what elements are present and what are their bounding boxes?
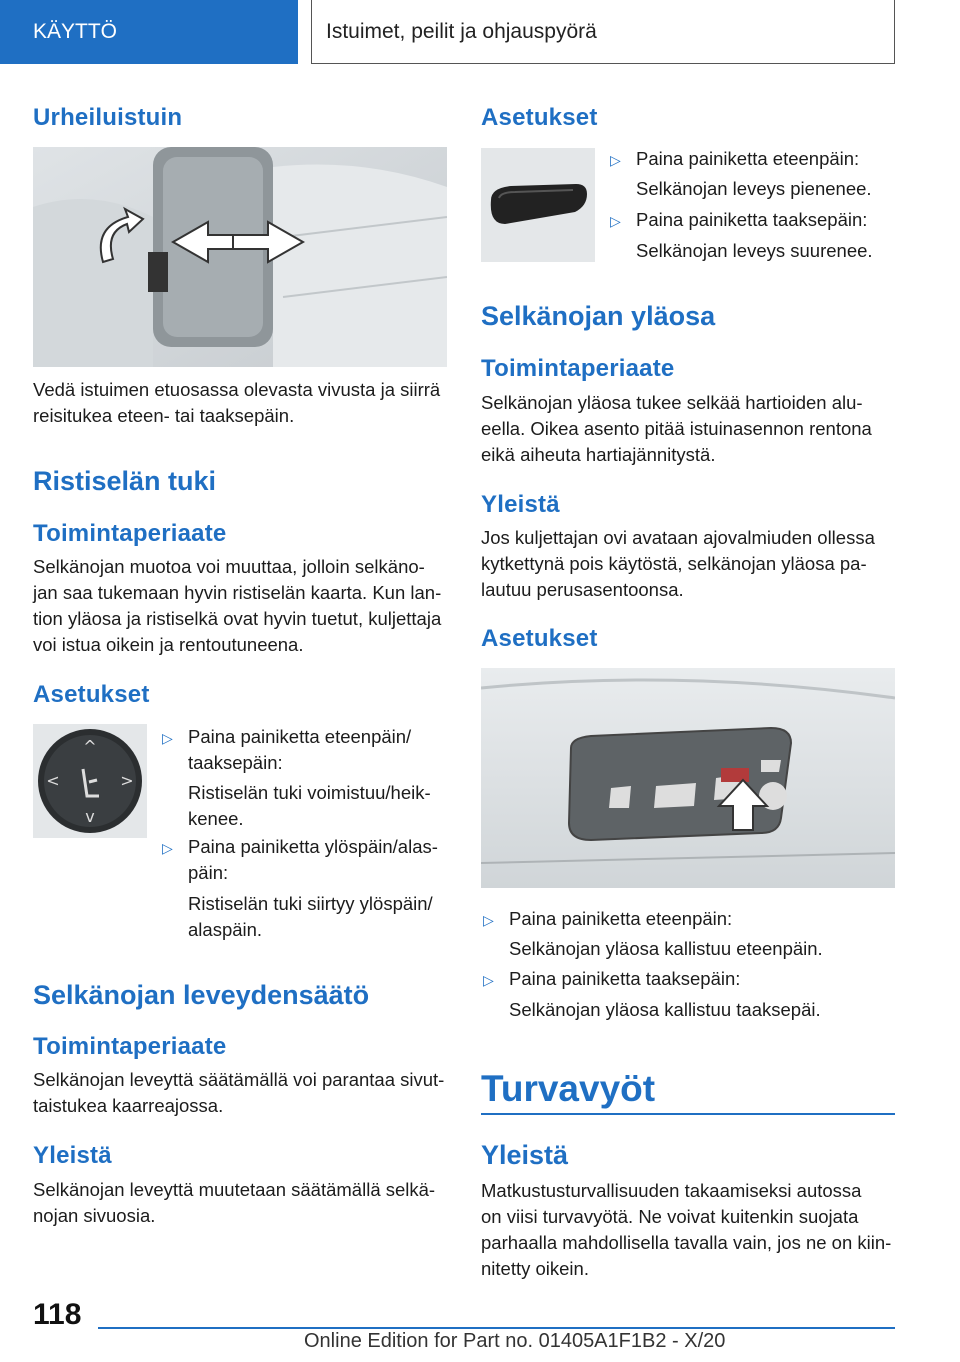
bullet-icon: ▷	[610, 152, 621, 168]
bullet1-result-1: Ristiselän tuki voimistuu/heik-	[188, 782, 431, 803]
sport-seat-image	[33, 147, 447, 367]
section-label: KÄYTTÖ	[33, 20, 118, 43]
svg-text:^: ^	[83, 737, 97, 756]
seat-controls-image	[481, 668, 895, 888]
para-toim3-3: eikä aiheuta hartiajännitystä.	[481, 444, 716, 465]
footer-text: Online Edition for Part no. 01405A1F1B2 - X/20	[304, 1330, 726, 1352]
footer-rule	[98, 1327, 895, 1329]
para-yleista2-2: kytkettynä pois käytöstä, selkänojan yläosa pa-	[481, 553, 867, 574]
section-rule	[481, 1113, 895, 1115]
para-urheilu-2: reisitukea eteen- tai taaksepäin.	[33, 405, 295, 426]
bullet-icon: ▷	[162, 840, 173, 856]
bullet5-line: Paina painiketta eteenpäin:	[509, 908, 733, 929]
heading-yleista-3: Yleistä	[481, 1140, 569, 1170]
bullet5-result: Selkänojan yläosa kallistuu eteenpäin.	[509, 938, 823, 959]
heading-asetukset-3: Asetukset	[481, 625, 598, 652]
para-yleista2-1: Jos kuljettajan ovi avataan ajovalmiuden ollessa	[481, 527, 875, 548]
bullet-icon: ▷	[162, 730, 173, 746]
para-yleista1-2: nojan sivuosia.	[33, 1205, 156, 1226]
bullet6-line: Paina painiketta taaksepäin:	[509, 968, 741, 989]
para-toim1-3: tion yläosa ja ristiselkä ovat hyvin tuetut, kuljettaja	[33, 608, 442, 629]
para-toim3-2: eella. Oikea asento pitää istuinasennon rentona	[481, 418, 872, 439]
para-toim1-1: Selkänojan muotoa voi muuttaa, jolloin selkäno-	[33, 556, 425, 577]
para-yleista3-1: Matkustusturvallisuuden takaamiseksi autossa	[481, 1180, 862, 1201]
lumbar-control-image	[33, 724, 147, 838]
para-toim2-1: Selkänojan leveyttä säätämällä voi parantaa sivut-	[33, 1069, 445, 1090]
heading-toimintaperiaate-1: Toimintaperiaate	[33, 520, 227, 547]
para-yleista3-3: parhaalla mahdollisella tavalla vain, jos ne on kiin-	[481, 1232, 892, 1253]
para-toim2-2: taistukea kaarreajossa.	[33, 1095, 224, 1116]
para-yleista3-2: on viisi turvavyötä. Ne voivat kuitenkin suojata	[481, 1206, 859, 1227]
svg-text:<: <	[46, 771, 60, 790]
bullet2-line2: päin:	[188, 862, 229, 883]
para-toim1-2: jan saa tukemaan hyvin ristiselän kaarta. Kun lan-	[33, 582, 442, 603]
bullet3-result: Selkänojan leveys pienenee.	[636, 178, 872, 199]
heading-toimintaperiaate-2: Toimintaperiaate	[33, 1033, 227, 1060]
heading-urheiluistuin: Urheiluistuin	[33, 104, 183, 131]
bullet2-result-2: alaspäin.	[188, 919, 263, 940]
para-toim3-1: Selkänojan yläosa tukee selkää hartioiden alu-	[481, 392, 863, 413]
heading-asetukset-1: Asetukset	[33, 681, 150, 708]
bullet2-result-1: Ristiselän tuki siirtyy ylöspäin/	[188, 893, 433, 914]
heading-asetukset-2: Asetukset	[481, 104, 598, 131]
para-urheilu-1: Vedä istuimen etuosassa olevasta vivusta ja siirrä	[33, 379, 441, 400]
bullet1-result-2: kenee.	[188, 808, 244, 829]
para-yleista2-3: lautuu perusasentoonsa.	[481, 579, 684, 600]
section-tab	[0, 0, 298, 64]
heading-yleista-1: Yleistä	[33, 1142, 112, 1169]
heading-ylaosa: Selkänojan yläosa	[481, 301, 716, 331]
width-button-image	[481, 148, 595, 262]
para-yleista1-1: Selkänojan leveyttä muutetaan säätämällä selkä-	[33, 1179, 436, 1200]
heading-turvavyot: Turvavyöt	[481, 1068, 656, 1109]
para-yleista3-4: nitetty oikein.	[481, 1258, 589, 1279]
bullet1-line1: Paina painiketta eteenpäin/	[188, 726, 412, 747]
bullet-icon: ▷	[610, 213, 621, 229]
svg-text:>: >	[120, 771, 134, 790]
heading-leveydensaato: Selkänojan leveydensäätö	[33, 980, 370, 1010]
bullet6-result: Selkänojan yläosa kallistuu taaksepäi.	[509, 999, 821, 1020]
bullet2-line1: Paina painiketta ylöspäin/alas-	[188, 836, 438, 857]
bullet1-line2: taaksepäin:	[188, 752, 283, 773]
chapter-header	[311, 0, 895, 64]
bullet-icon: ▷	[483, 972, 494, 988]
bullet-icon: ▷	[483, 912, 494, 928]
heading-yleista-2: Yleistä	[481, 491, 560, 518]
svg-text:v: v	[85, 807, 95, 826]
heading-ristiselan-tuki: Ristiselän tuki	[33, 466, 217, 496]
bullet3-line: Paina painiketta eteenpäin:	[636, 148, 860, 169]
para-toim1-4: voi istua oikein ja rentoutuneena.	[33, 634, 304, 655]
page-number: 118	[33, 1298, 82, 1331]
heading-toimintaperiaate-3: Toimintaperiaate	[481, 355, 675, 382]
bullet4-line: Paina painiketta taaksepäin:	[636, 209, 868, 230]
bullet4-result: Selkänojan leveys suurenee.	[636, 240, 873, 261]
chapter-title: Istuimet, peilit ja ohjauspyörä	[326, 20, 597, 43]
